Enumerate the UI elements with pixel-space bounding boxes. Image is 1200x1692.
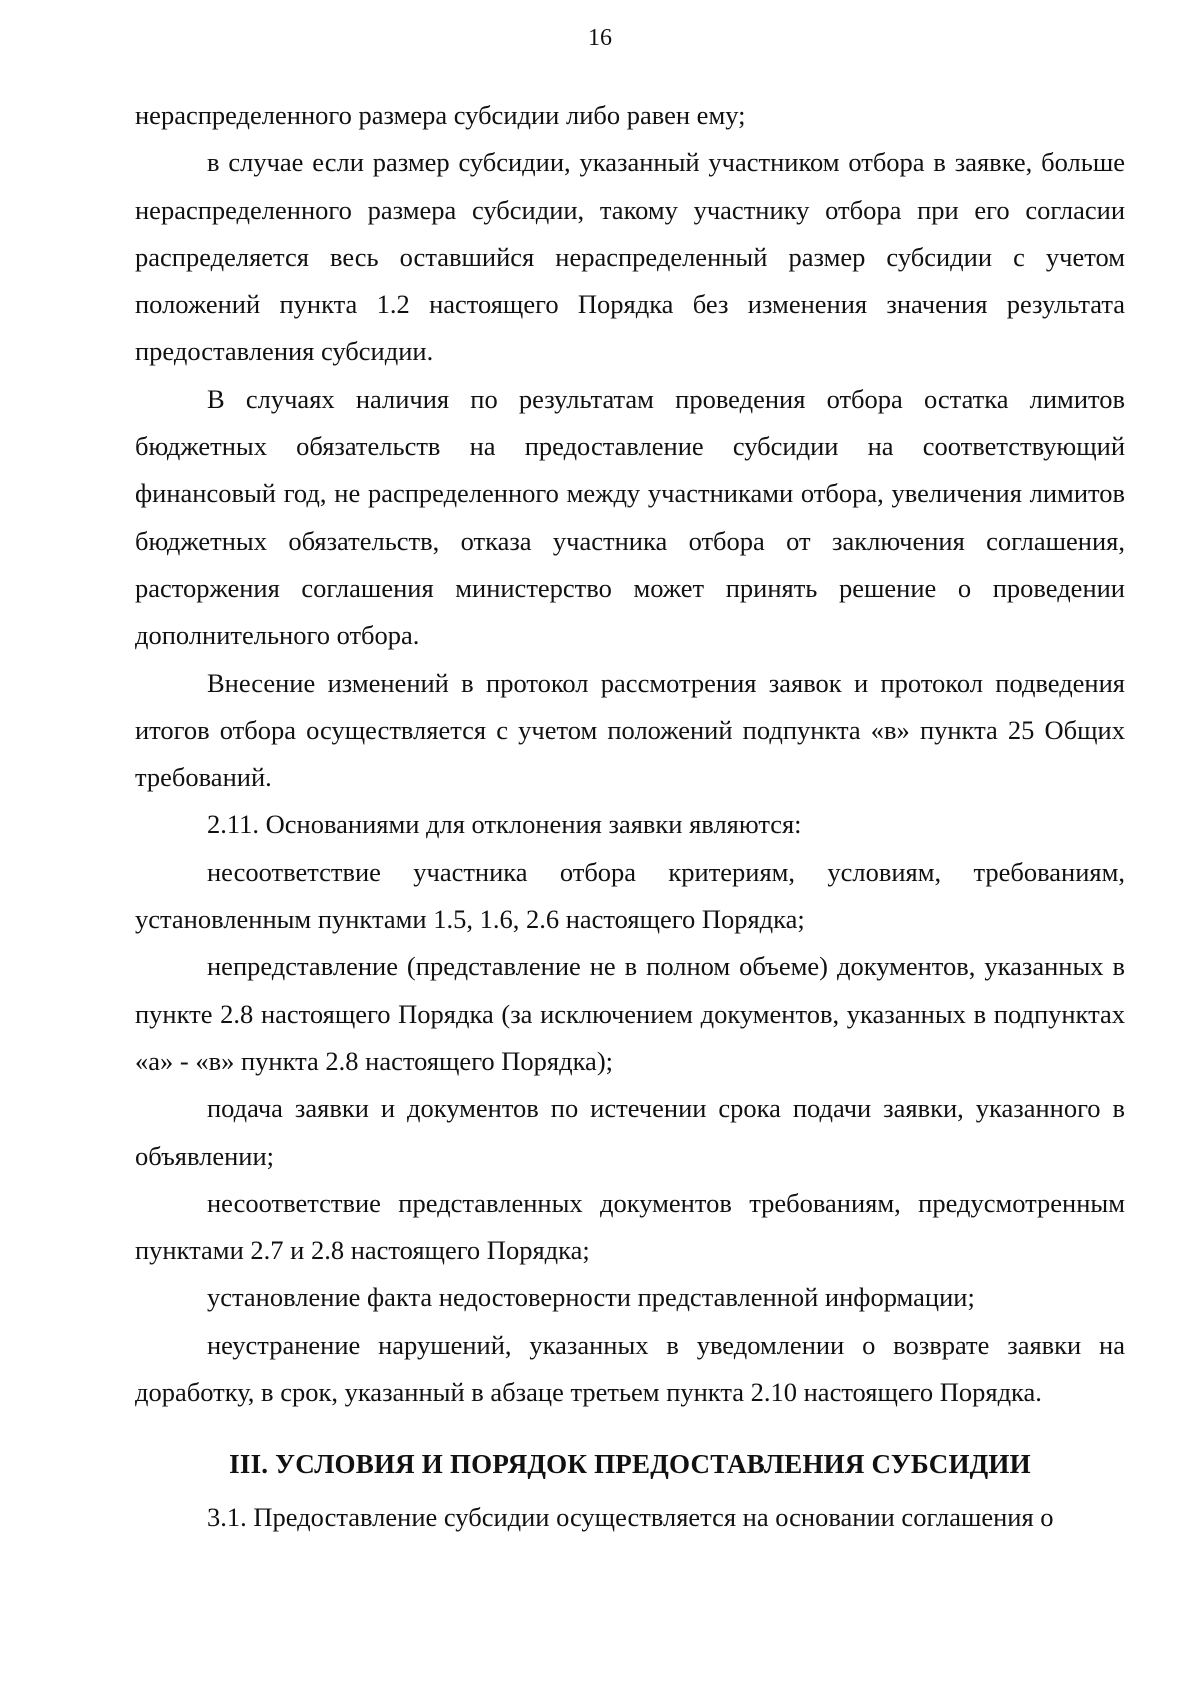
paragraph-section-3-1: 3.1. Предоставление субсидии осуществляется на основании соглашения о [207,1502,1054,1533]
list-item-document-mismatch: несоответствие представленных документов требованиям, предусмотренным пунктами 2.7 и 2.8 настоящего Порядка; [135,1187,1125,1266]
paragraph-protocol-changes: Внесение изменений в протокол рассмотрения заявок и протокол подведения итогов отбора осуществляется с учетом положений подпункта «в» пункта 25 Общих требований. [135,667,1125,793]
list-item-noncompliance: несоответствие участника отбора критериям, условиям, требованиям, установленным пунктами 1.5, 1.6, 2.6 настоящего Порядка; [135,856,1125,935]
section-heading: III. УСЛОВИЯ И ПОРЯДОК ПРЕДОСТАВЛЕНИЯ СУБСИДИИ [229,1449,1031,1480]
paragraph-continuation: нераспределенного размера субсидии либо равен ему; [135,100,746,130]
document-body [135,92,1125,1542]
paragraph-rejection-grounds-heading: 2.11. Основаниями для отклонения заявки являются: [207,809,802,840]
paragraph-additional-selection: В случаях наличия по результатам проведения отбора остатка лимитов бюджетных обязательств на предоставление субсидии на соответствующий финансовый год, не распределенного между участниками отбора, увеличения лимитов бюджетных обязательств, отказа участника отбора от заключения соглашения, расторжения соглашения министерство может принять решение о проведении дополнительного отбора. [135,383,1125,651]
paragraph-subsidy-distribution: в случае если размер субсидии, указанный участником отбора в заявке, больше нераспределенного размера субсидии, такому участнику отбора при его согласии распределяется весь оставшийся нераспределенный размер субсидии с учетом положений пункта 1.2 настоящего Порядка без изменения значения результата предоставления субсидии. [135,147,1125,367]
page-number: 16 [588,25,612,51]
list-item-unresolved-violations: неустранение нарушений, указанных в уведомлении о возврате заявки на доработку, в срок, указанный в абзаце третьем пункта 2.10 настоящего Порядка. [135,1329,1125,1408]
list-item-false-information: установление факта недостоверности представленной информации; [207,1282,975,1313]
list-item-late-submission: подача заявки и документов по истечении срока подачи заявки, указанного в объявлении; [135,1093,1125,1171]
list-item-missing-documents: непредставление (представление не в полном объеме) документов, указанных в пункте 2.8 настоящего Порядка (за исключением документов, указанных в подпунктах «а» - «в» пункта 2.8 настоящего Порядка); [135,951,1125,1076]
